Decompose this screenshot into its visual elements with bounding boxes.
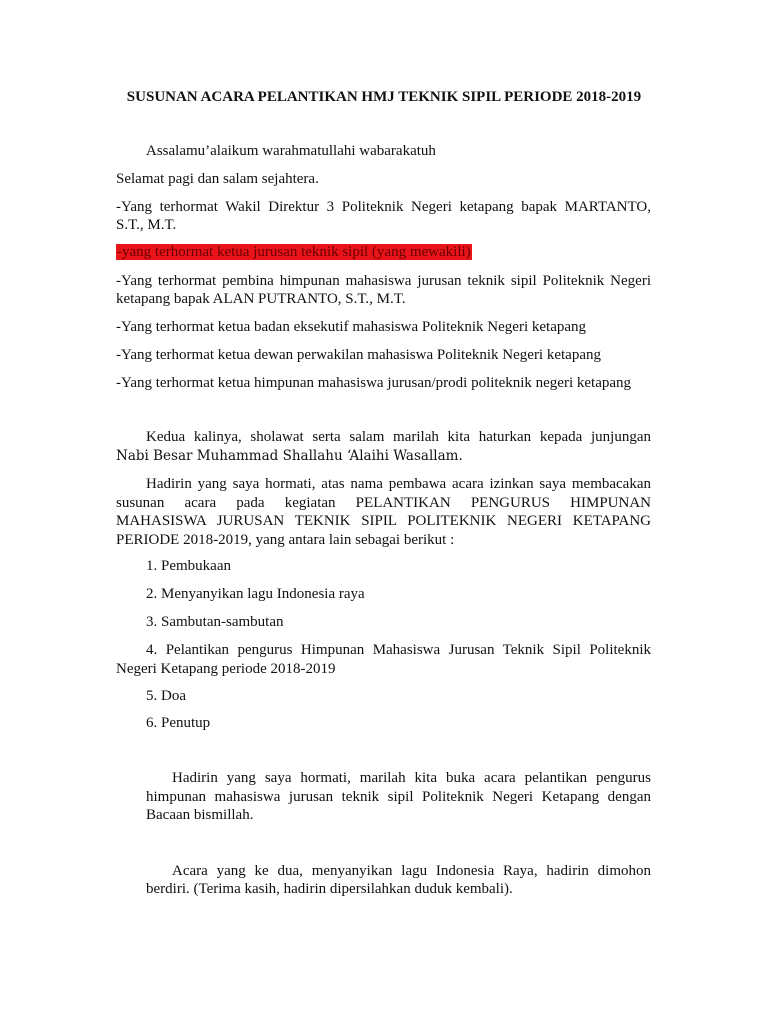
agenda-item: 4. Pelantikan pengurus Himpunan Mahasiswa Jurusan Teknik Sipil Politeknik	[146, 642, 651, 658]
agenda-item-cont: Negeri Ketapang periode 2018-2019	[116, 661, 336, 677]
second-line: Acara yang ke dua, menyanyikan lagu Indonesia Raya, hadirin dimohon	[172, 863, 651, 879]
sholawat-line: Nabi Besar Muhammad Shallahu ‘Alaihi Wasallam.	[116, 448, 463, 464]
intro-line: susunan acara pada kegiatan PELANTIKAN PENGURUS HIMPUNAN	[116, 495, 651, 511]
intro-line: Hadirin yang saya hormati, atas nama pembawa acara izinkan saya membacakan	[146, 476, 651, 492]
highlighted-text: -yang terhormat ketua jurusan teknik sipil (yang mewakili)	[117, 244, 471, 260]
intro-line: MAHASISWA JURUSAN TEKNIK SIPIL POLITEKNIK NEGERI KETAPANG	[116, 513, 651, 529]
sholawat-line: Kedua kalinya, sholawat serta salam marilah kita haturkan kepada junjungan	[146, 429, 651, 445]
agenda-item: 1. Pembukaan	[146, 558, 231, 574]
document-title: SUSUNAN ACARA PELANTIKAN HMJ TEKNIK SIPIL PERIODE 2018-2019	[126, 89, 642, 105]
second-line: berdiri. (Terima kasih, hadirin dipersilahkan duduk kembali).	[146, 881, 513, 897]
opening-line: himpunan mahasiswa jurusan teknik sipil Politeknik Negeri Ketapang dengan	[146, 789, 651, 805]
address-line: -Yang terhormat Wakil Direktur 3 Politeknik Negeri ketapang bapak MARTANTO,	[116, 199, 651, 215]
address-line: S.T., M.T.	[116, 217, 177, 233]
agenda-item: 5. Doa	[146, 688, 186, 704]
opening-line: Hadirin yang saya hormati, marilah kita buka acara pelantikan pengurus	[172, 770, 651, 786]
intro-line: PERIODE 2018-2019, yang antara lain sebagai berikut :	[116, 532, 455, 548]
address-line: -Yang terhormat pembina himpunan mahasiswa jurusan teknik sipil Politeknik Negeri	[116, 273, 651, 289]
address-line: ketapang bapak ALAN PUTRANTO, S.T., M.T.	[116, 291, 406, 307]
agenda-item: 6. Penutup	[146, 715, 211, 731]
address-line-highlighted	[116, 243, 472, 261]
greeting-2: Selamat pagi dan salam sejahtera.	[116, 171, 319, 187]
agenda-item: 3. Sambutan-sambutan	[146, 614, 284, 630]
opening-line: Bacaan bismillah.	[146, 807, 254, 823]
address-line: -Yang terhormat ketua dewan perwakilan mahasiswa Politeknik Negeri ketapang	[116, 347, 601, 363]
address-line: -Yang terhormat ketua badan eksekutif mahasiswa Politeknik Negeri ketapang	[116, 319, 587, 335]
agenda-item: 2. Menyanyikan lagu Indonesia raya	[146, 586, 365, 602]
address-line: -Yang terhormat ketua himpunan mahasiswa jurusan/prodi politeknik negeri ketapang	[116, 375, 632, 391]
greeting: Assalamu’alaikum warahmatullahi wabarakatuh	[146, 143, 436, 159]
